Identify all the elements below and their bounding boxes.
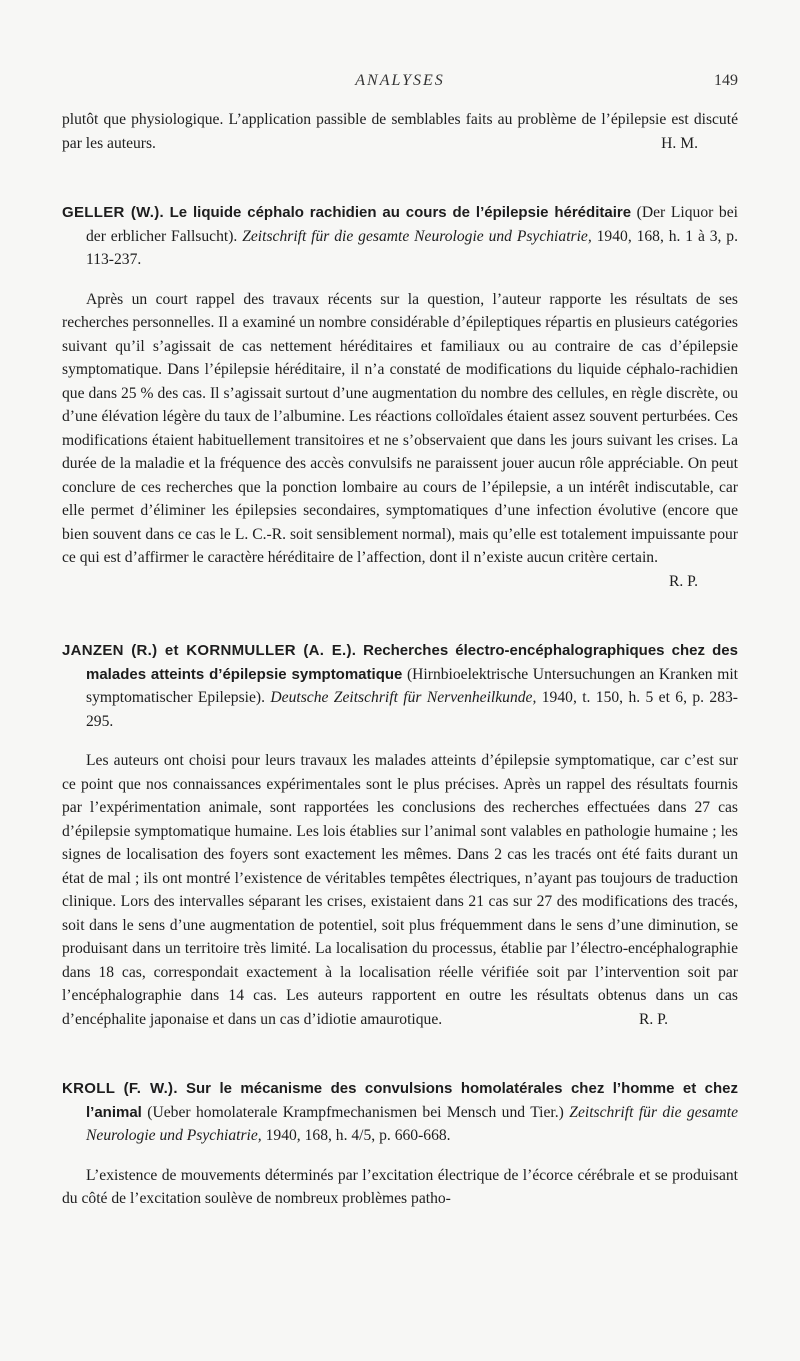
original-title: (Der Liquor bei der erblicher Fallsucht). [86,204,738,245]
page-header [62,72,738,96]
abstract-text: Après un court rappel des travaux récents sur la question, l’auteur rapporte les résultats de ses recherches personnelles. Il a examiné un nombre considérable d’épileptiques répartis en plusieurs catégories suivant qu’il s’agissait de cas nettement héréditaires et familiaux ou au contraire de cas d’épilepsie symptomatique. Dans l’épilepsie héréditaire, il n’a constaté de modifications du liquide céphalo-rachidien que dans 25 % des cas. Il s’agissait surtout d’une augmentation du nombre des cellules, en règle discrète, ou d’une élévation légère du taux de l’albumine. Les réactions colloïdales étaient assez souvent perturbées. Ces modifications étaient habituellement transitoires et ne s’observaient que dans les jours suivant les crises. La durée de la maladie et la fréquence des accès convulsifs ne paraissent jouer aucun rôle appréciable. On peut conclure de ces recherches que la ponction lombaire au cours de l’épilepsie, a un intérêt indiscutable, car elle permet d’éliminer les épilepsies secondaires, symptomatiques d’une infection évolutive (encore que bien souvent dans ce cas le L. C.-R. soit sensiblement normal), mais qu’elle est totalement impuissante pour ce qui est d’affirmer le caractère héréditaire de l’affection, dont il n’existe aucun critère certain. [62,290,738,566]
journal-name: Zeitschrift für die gesamte Neurologie und Psychiatrie, [242,227,592,245]
abstract [62,288,738,590]
abstract [62,1164,738,1211]
reference [62,201,738,272]
intro-text: plutôt que physiologique. L’application passible de semblables faits au problème de l’épilepsie est discuté par les auteurs. [62,111,738,152]
reviewer-signature: R. P. [668,572,698,590]
page-number: 149 [714,72,738,89]
author: GELLER (W.). [62,204,164,221]
article-title: Le liquide céphalo rachidien au cours de l’épilepsie héréditaire [169,204,632,221]
abstract-text: L’existence de mouvements déterminés par l’excitation électrique de l’écorce cérébrale et se produisant du côté de l’excitation soulève de nombreux problèmes patho- [62,1166,738,1207]
reference [62,1077,738,1148]
article-title: Sur le mécanisme des convulsions homolatérales chez l’homme et chez l’animal [86,1080,739,1121]
original-title: (Ueber homolaterale Krampfmechanismen bei Mensch und Tier.) [147,1103,564,1121]
abstract-text: Les auteurs ont choisi pour leurs travaux les malades atteints d’épilepsie symptomatique, car c’est sur ce point que nos connaissances expérimentales sont le plus précises. Après un rappel des résultats fournis par l’expérimentation animale, sont rapportées les conclusions des recherches effectuées dans 27 cas d’épilepsie symptomatique humaine. Les lois établies sur l’animal sont valables en pathologie humaine ; les signes de localisation des foyers sont exactement les mêmes. Dans 2 cas les tracés ont été faits durant un état de mal ; ils ont montré l’existence de véritables tempêtes électriques, n’ayant pas toujours de traduction clinique. Lors des intervalles séparant les crises, existaient dans 21 cas sur 27 des modifications des tracés, soit dans le sens d’une augmentation de potentiel, soit plus fréquemment dans le sens d’une diminution, se produisant dans un territoire très limité. La localisation du processus, établie par l’électro-encéphalographie dans 18 cas, correspondait exactement à la localisation réelle vérifiée soit par l’intervention soit par l’encéphalographie dans 14 cas. Les auteurs rapportent en outre les résultats obtenus dans un cas d’encéphalite japonaise et dans un cas d’idiotie amaurotique. [62,752,738,1028]
citation-details: 1940, 168, h. 4/5, p. 660-668. [265,1127,451,1144]
author: JANZEN (R.) et KORNMULLER (A. E.). [62,642,357,659]
journal-name: Zeitschrift für die gesamte Neurologie und Psychiatrie, [86,1103,738,1144]
reviewer-signature: R. P. [638,1010,668,1028]
intro-signature: H. M. [661,134,698,152]
citation-details: 1940, 168, h. 1 à 3, p. 113-237. [86,227,738,268]
review-entry-kroll [62,1077,738,1211]
original-title: (Hirnbioelektrische Untersuchungen an Kranken mit symptomatischer Epilepsie). [86,665,738,706]
citation-details: 1940, t. 150, h. 5 et 6, p. 283-295. [86,689,738,730]
review-entry-janzen [62,639,738,1031]
page-content [62,108,738,1211]
running-title: ANALYSES [355,72,445,89]
journal-name: Deutsche Zeitschrift für Nervenheilkunde, [270,689,537,706]
abstract [62,749,738,1031]
author: KROLL (F. W.). [62,1080,178,1097]
reference [62,639,738,733]
article-title: Recherches électro-encéphalographiques chez des malades atteints d’épilepsie symptomatique [86,642,738,683]
intro-paragraph [62,108,738,155]
review-entry-geller [62,201,738,593]
